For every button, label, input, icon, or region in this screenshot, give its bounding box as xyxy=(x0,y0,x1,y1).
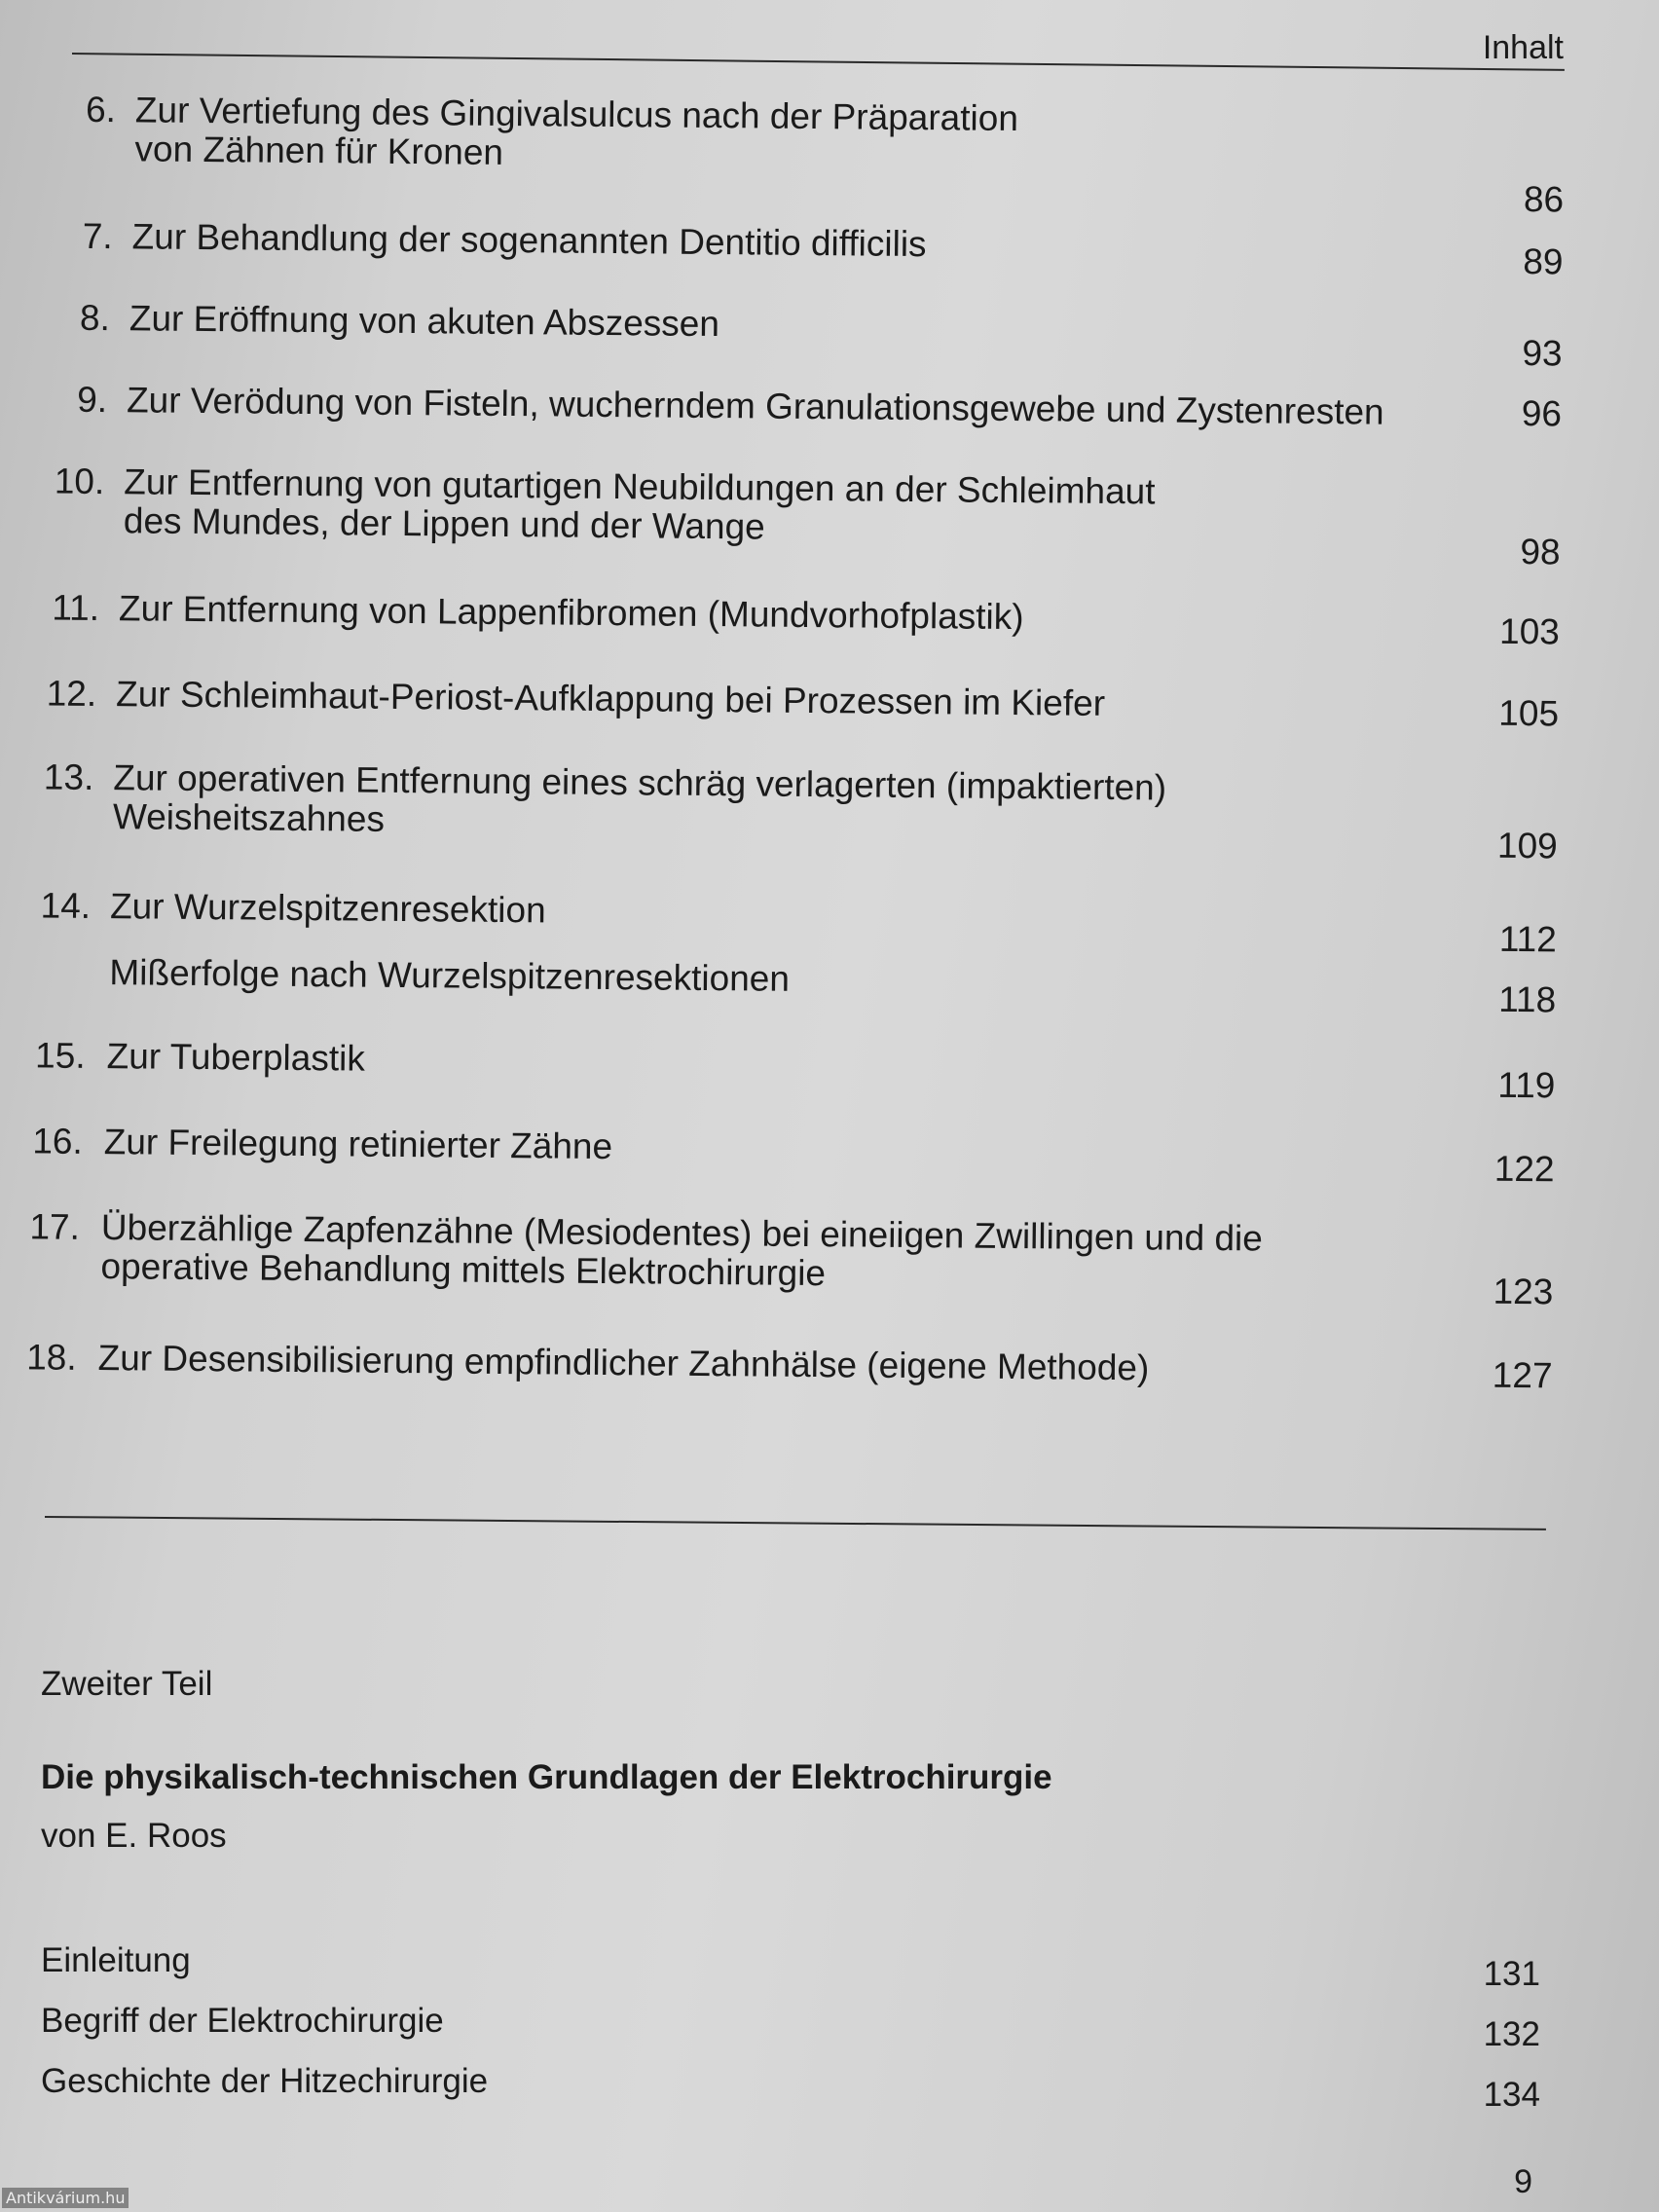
toc-entry xyxy=(0,1121,1648,1190)
toc-entry xyxy=(0,379,1655,434)
toc-entry-title xyxy=(131,217,926,264)
toc-entry-title-line: Zur Schleimhaut-Periost-Aufklappung bei Prozessen im Kiefer xyxy=(115,674,1106,723)
toc-entry-title xyxy=(116,675,1105,723)
toc-entry-title-line: Zur operativen Entfernung eines schräg verlagerten (impaktierten) xyxy=(113,757,1167,808)
toc-entry-page: 119 xyxy=(1497,1064,1556,1106)
toc-entry xyxy=(41,2062,1540,2114)
toc-entry xyxy=(0,587,1653,652)
toc-entry-title: Geschichte der Hitzechirurgie xyxy=(41,2062,489,2100)
toc-entry-page: 96 xyxy=(1521,393,1563,434)
toc-entry-title xyxy=(127,381,1384,431)
toc-entry-title-line: Zur Wurzelspitzenresektion xyxy=(109,886,546,931)
toc-entry-title-line: Zur Desensibilisierung empfindlicher Zahnhälse (eigene Methode) xyxy=(97,1338,1150,1388)
toc-entry-title xyxy=(113,758,1166,846)
toc-entry-number: 12. xyxy=(46,673,97,714)
toc-entry-title-line: Mißerfolge nach Wurzelspitzenresektionen xyxy=(109,952,791,999)
toc-entry-page: 131 xyxy=(1483,1955,1540,1993)
toc-entry-title xyxy=(97,1339,1149,1387)
toc-entry-number: 11. xyxy=(52,587,100,629)
toc-entry-title xyxy=(119,589,1024,637)
toc-entry-title-line: Zur Entfernung von Lappenfibromen (Mundvorhofplastik) xyxy=(118,588,1024,638)
toc-entry-title xyxy=(100,1208,1263,1297)
toc-entry-title xyxy=(134,91,1018,177)
toc-entry-title-line: des Mundes, der Lippen und der Wange xyxy=(123,500,765,547)
toc-entry-title xyxy=(104,1123,613,1166)
part-label: Zweiter Teil xyxy=(41,1665,213,1703)
part-title: Die physikalisch-technischen Grundlagen der Elektrochirurgie xyxy=(41,1758,1052,1796)
toc-entry-page: 118 xyxy=(1498,978,1557,1020)
toc-entry xyxy=(41,1941,1540,1993)
toc-entry-number: 8. xyxy=(79,297,111,339)
toc-entry-title-line: Zur Verödung von Fisteln, wucherndem Granulationsgewebe und Zystenresten xyxy=(126,380,1384,432)
toc-entry-title xyxy=(109,953,790,999)
toc-entry-title: Einleitung xyxy=(41,1941,191,1979)
toc-entry xyxy=(0,89,1658,220)
toc-entry xyxy=(41,2002,1540,2053)
toc-entry-title-line: Zur Vertiefung des Gingivalsulcus nach der Präparation xyxy=(134,90,1019,139)
toc-entry xyxy=(0,1337,1646,1396)
toc-entry-number: 6. xyxy=(85,89,117,130)
toc-entry xyxy=(0,215,1657,282)
toc-entry-page: 98 xyxy=(1520,532,1561,572)
toc-entry-title xyxy=(110,887,546,930)
toc-entry-title xyxy=(129,299,719,344)
toc-entry-title-line: Zur Entfernung von gutartigen Neubildungen an der Schleimhaut xyxy=(124,461,1156,512)
toc-entry-title xyxy=(124,462,1156,550)
toc-entry-number: 10. xyxy=(54,461,105,502)
toc-entry-title-line: Zur Eröffnung von akuten Abszessen xyxy=(129,298,720,345)
toc-entry-page: 132 xyxy=(1483,2015,1540,2053)
running-header: Inhalt xyxy=(1482,29,1564,66)
toc-entry-page: 86 xyxy=(1523,179,1565,220)
part-author: von E. Roos xyxy=(41,1817,227,1855)
toc-entry-page: 112 xyxy=(1498,918,1558,960)
toc-entry-title xyxy=(106,1037,365,1079)
toc-entry-page: 89 xyxy=(1523,241,1564,282)
toc-entry xyxy=(0,1035,1649,1106)
toc-entry-title-line: Zur Tuberplastik xyxy=(106,1036,366,1079)
toc-entry-title-line: Zur Behandlung der sogenannten Dentitio difficilis xyxy=(131,216,927,265)
watermark: Antikvárium.hu xyxy=(2,2188,129,2208)
toc-entry-page: 123 xyxy=(1493,1271,1554,1312)
toc-entry-number: 14. xyxy=(40,885,92,926)
toc-entry-title-line: Überzählige Zapfenzähne (Mesiodentes) bei eineiigen Zwillingen und die xyxy=(100,1207,1264,1259)
section-divider xyxy=(45,1516,1546,1530)
toc-entry xyxy=(0,952,1650,1020)
toc-entry xyxy=(0,297,1656,374)
toc-entry-page: 105 xyxy=(1498,692,1560,734)
toc-entry-page: 122 xyxy=(1493,1148,1555,1190)
toc-entry-title: Begriff der Elektrochirurgie xyxy=(41,2002,444,2040)
page-number: 9 xyxy=(1514,2163,1532,2200)
toc-entry-number: 16. xyxy=(32,1121,83,1161)
toc-entry-title-line: Zur Freilegung retinierter Zähne xyxy=(103,1122,613,1167)
toc-entry xyxy=(0,1206,1647,1312)
toc-entry-number: 17. xyxy=(29,1206,81,1247)
toc-entry-title-line: operative Behandlung mittels Elektrochirurgie xyxy=(100,1246,827,1294)
toc-entry-number: 15. xyxy=(34,1035,86,1076)
toc-entry xyxy=(0,756,1651,866)
toc-entry-number: 7. xyxy=(82,215,113,257)
toc-entry-number: 13. xyxy=(43,756,94,797)
toc-entry xyxy=(0,885,1650,960)
toc-entry-title-line: von Zähnen für Kronen xyxy=(134,129,504,172)
toc-entry xyxy=(0,673,1652,734)
toc-entry-number: 18. xyxy=(25,1337,77,1378)
toc-entry-number xyxy=(11,952,89,953)
toc-entry-page: 103 xyxy=(1498,610,1561,652)
toc-entry-page: 109 xyxy=(1496,825,1558,866)
toc-entry-page: 127 xyxy=(1492,1354,1553,1396)
toc-entry-page: 93 xyxy=(1522,333,1563,374)
toc-entry-number: 9. xyxy=(77,379,108,421)
toc-entry-title-line: Weisheitszahnes xyxy=(112,796,386,839)
toc-entry-page: 134 xyxy=(1483,2076,1540,2114)
toc-entry xyxy=(0,461,1654,572)
